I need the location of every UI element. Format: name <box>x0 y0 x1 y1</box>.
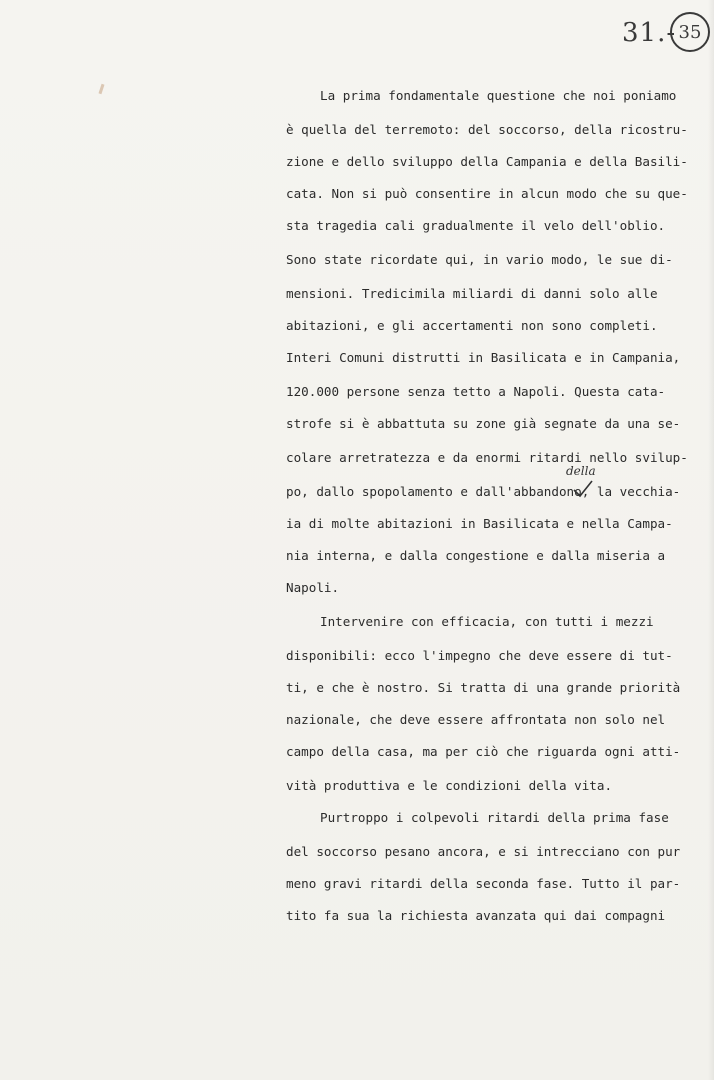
text-line: Interi Comuni distrutti in Basilicata e in Campania, <box>286 350 681 365</box>
text-line: è quella del terremoto: del soccorso, della ricostru- <box>286 122 688 137</box>
text-line: nazionale, che deve essere affrontata non solo nel <box>286 712 666 727</box>
page-edge-shadow <box>708 0 714 1080</box>
folio-number: 31.- <box>622 18 677 48</box>
handwritten-correction: della <box>566 464 596 478</box>
text-line: disponibili: ecco l'impegno che deve essere di tut- <box>286 648 673 663</box>
text-line: vità produttiva e le condizioni della vita. <box>286 778 613 793</box>
correction-mark-icon <box>572 478 594 500</box>
text-line: abitazioni, e gli accertamenti non sono completi. <box>286 318 658 333</box>
circled-page-number-text: 35 <box>678 21 702 43</box>
text-line: ia di molte abitazioni in Basilicata e nella Campa- <box>286 516 673 531</box>
text-line: sta tragedia cali gradualmente il velo dell'oblio. <box>286 218 666 233</box>
text-line: po, dallo spopolamento e dall'abbandono, la vecchia- <box>286 484 681 499</box>
text-line: Purtroppo i colpevoli ritardi della prima fase <box>320 810 669 825</box>
text-line: zione e dello sviluppo della Campania e della Basili- <box>286 154 688 169</box>
text-line: ti, e che è nostro. Si tratta di una grande priorità <box>286 680 681 695</box>
text-line: Intervenire con efficacia, con tutti i mezzi <box>320 614 654 629</box>
circled-page-number <box>670 12 710 52</box>
text-line: meno gravi ritardi della seconda fase. Tutto il par- <box>286 876 681 891</box>
text-line: nia interna, e dalla congestione e dalla miseria a <box>286 548 666 563</box>
text-line: strofe si è abbattuta su zone già segnate da una se- <box>286 416 681 431</box>
text-line: Sono state ricordate qui, in vario modo, le sue di- <box>286 252 673 267</box>
text-line: mensioni. Tredicimila miliardi di danni solo alle <box>286 286 658 301</box>
text-line: La prima fondamentale questione che noi poniamo <box>320 88 677 103</box>
text-line: 120.000 persone senza tetto a Napoli. Questa cata- <box>286 384 666 399</box>
text-line: colare arretratezza e da enormi ritardi nello svilup- <box>286 450 688 465</box>
text-line: del soccorso pesano ancora, e si intrecciano con pur <box>286 844 681 859</box>
text-line: Napoli. <box>286 580 340 595</box>
text-line: tito fa sua la richiesta avanzata qui dai compagni <box>286 908 666 923</box>
text-line: campo della casa, ma per ciò che riguarda ogni atti- <box>286 744 681 759</box>
text-line: cata. Non si può consentire in alcun modo che su que- <box>286 186 688 201</box>
stray-ink-mark <box>99 84 105 94</box>
